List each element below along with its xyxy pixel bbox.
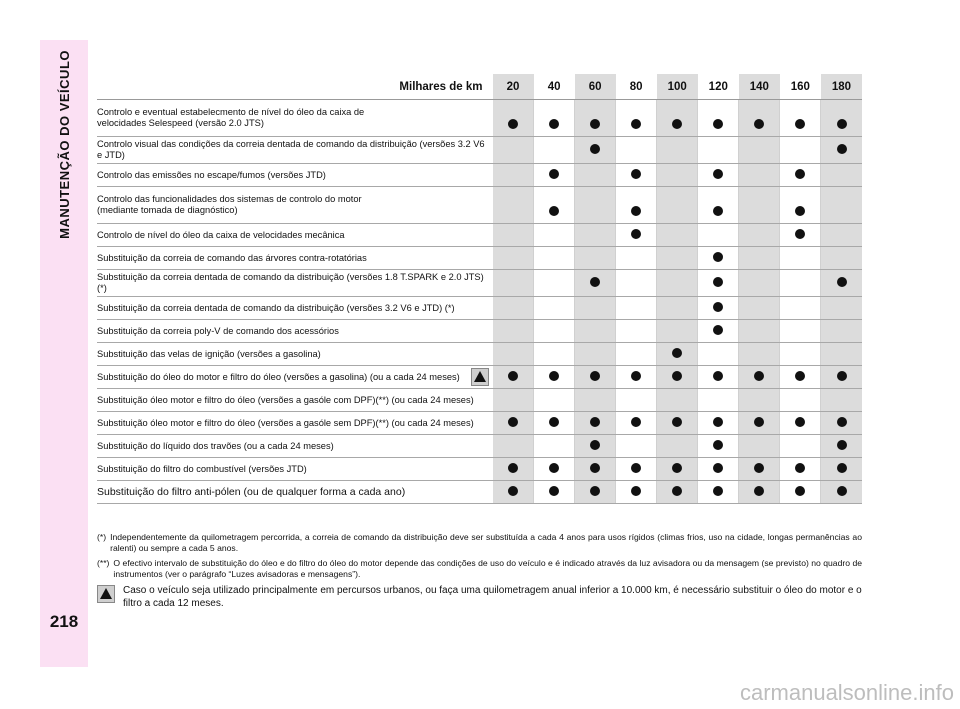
scheduled-dot-icon: [672, 463, 682, 473]
table-row: [97, 270, 862, 297]
operation-text-line: Substituição do filtro do combustível (versões JTD): [97, 463, 307, 474]
interval-cell: [575, 412, 616, 435]
interval-cell: [739, 366, 780, 389]
scheduled-dot-icon: [590, 463, 600, 473]
interval-cell: [739, 247, 780, 270]
scheduled-dot-icon: [754, 119, 764, 129]
interval-cell: [780, 320, 821, 343]
interval-cell: [698, 481, 739, 504]
interval-cell: [739, 458, 780, 481]
footnote-text: O efectivo intervalo de substituição do óleo e do filtro do óleo do motor depende das condições de uso do veículo e é indicado através da luz avisadora ou da mensagem (se previsto) no quadro de instrumentos (ver o parágrafo “Luzes avisadoras e mensagens”).: [113, 558, 862, 579]
scheduled-dot-icon: [508, 417, 518, 427]
warning-triangle-icon: [471, 368, 489, 386]
interval-cell: [821, 320, 862, 343]
scheduled-dot-icon: [754, 486, 764, 496]
footnote-text: Independentemente da quilometragem percorrida, a correia de comando da distribuição deve ser substituída a cada 4 anos para usos rígidos (climas frios, uso na cidade, longas permanências ao ralenti) ou sempre a cada 5 anos.: [110, 532, 862, 553]
scheduled-dot-icon: [508, 371, 518, 381]
interval-cell: [616, 481, 657, 504]
interval-cell: [821, 481, 862, 504]
interval-cell: [534, 320, 575, 343]
scheduled-dot-icon: [713, 277, 723, 287]
interval-cell: [698, 164, 739, 187]
scheduled-dot-icon: [631, 371, 641, 381]
scheduled-dot-icon: [508, 486, 518, 496]
interval-cell: [616, 270, 657, 297]
page-number: 218: [49, 612, 79, 631]
interval-cell: [821, 270, 862, 297]
interval-cell: [698, 366, 739, 389]
scheduled-dot-icon: [795, 486, 805, 496]
interval-cell: [493, 320, 534, 343]
interval-cell: [493, 458, 534, 481]
table-row: [97, 458, 862, 481]
scheduled-dot-icon: [837, 119, 847, 129]
maintenance-table-container: [97, 74, 862, 504]
interval-cell: [616, 164, 657, 187]
operation-text-line: Substituição do líquido dos travões (ou a cada 24 meses): [97, 440, 334, 451]
scheduled-dot-icon: [795, 229, 805, 239]
interval-cell: [616, 187, 657, 224]
interval-cell: [657, 297, 698, 320]
interval-cell: [575, 435, 616, 458]
scheduled-dot-icon: [672, 371, 682, 381]
interval-cell: [575, 100, 616, 137]
scheduled-dot-icon: [713, 169, 723, 179]
interval-cell: [616, 100, 657, 137]
operation-description: [97, 343, 493, 366]
interval-cell: [575, 458, 616, 481]
interval-cell: [657, 187, 698, 224]
interval-cell: [739, 137, 780, 164]
interval-cell: [780, 389, 821, 412]
scheduled-dot-icon: [631, 486, 641, 496]
table-row: [97, 320, 862, 343]
scheduled-dot-icon: [672, 486, 682, 496]
interval-cell: [493, 164, 534, 187]
scheduled-dot-icon: [549, 206, 559, 216]
operation-text-line: Controlo visual das condições da correia dentada de comando da distribuição (versões 3.2 V6 e JTD): [97, 139, 485, 160]
interval-cell: [780, 224, 821, 247]
interval-cell: [534, 297, 575, 320]
interval-cell: [616, 137, 657, 164]
interval-cell: [534, 366, 575, 389]
table-row: [97, 187, 862, 224]
scheduled-dot-icon: [713, 206, 723, 216]
table-row: [97, 164, 862, 187]
interval-cell: [780, 137, 821, 164]
interval-cell: [780, 343, 821, 366]
interval-cell: [821, 412, 862, 435]
table-row: [97, 224, 862, 247]
operation-text-line: Substituição do óleo do motor e filtro do óleo (versões a gasolina) (ou a cada 24 meses): [97, 371, 460, 382]
interval-cell: [616, 247, 657, 270]
operation-description: [97, 164, 493, 187]
footnote-mark: (*): [97, 532, 107, 542]
operation-description: [97, 224, 493, 247]
interval-cell: [739, 343, 780, 366]
interval-cell: [739, 297, 780, 320]
interval-cell: [739, 481, 780, 504]
interval-cell: [657, 247, 698, 270]
scheduled-dot-icon: [837, 486, 847, 496]
footnote: [97, 532, 862, 554]
scheduled-dot-icon: [837, 463, 847, 473]
scheduled-dot-icon: [631, 463, 641, 473]
interval-cell: [575, 481, 616, 504]
scheduled-dot-icon: [590, 371, 600, 381]
interval-cell: [493, 481, 534, 504]
warning-triangle-icon: [97, 585, 115, 603]
table-row: [97, 366, 862, 389]
interval-cell: [780, 366, 821, 389]
km-header-label: Milhares de km: [97, 74, 493, 100]
scheduled-dot-icon: [837, 371, 847, 381]
operation-text-line: Controlo das emissões no escape/fumos (versões JTD): [97, 169, 326, 180]
operation-description: [97, 187, 493, 224]
interval-cell: [657, 320, 698, 343]
interval-cell: [575, 164, 616, 187]
interval-cell: [780, 270, 821, 297]
km-column-header: 120: [698, 74, 739, 100]
interval-cell: [780, 412, 821, 435]
interval-cell: [698, 297, 739, 320]
scheduled-dot-icon: [837, 440, 847, 450]
operation-description: [97, 458, 493, 481]
scheduled-dot-icon: [837, 277, 847, 287]
interval-cell: [493, 187, 534, 224]
scheduled-dot-icon: [837, 144, 847, 154]
interval-cell: [698, 187, 739, 224]
km-column-header: 40: [534, 74, 575, 100]
operation-text-line: Controlo de nível do óleo da caixa de velocidades mecânica: [97, 229, 345, 240]
scheduled-dot-icon: [631, 119, 641, 129]
scheduled-dot-icon: [713, 463, 723, 473]
interval-cell: [534, 458, 575, 481]
interval-cell: [575, 389, 616, 412]
interval-cell: [616, 297, 657, 320]
interval-cell: [493, 270, 534, 297]
maintenance-schedule-table: [97, 74, 862, 504]
scheduled-dot-icon: [508, 119, 518, 129]
interval-cell: [821, 137, 862, 164]
interval-cell: [575, 137, 616, 164]
interval-cell: [821, 247, 862, 270]
interval-cell: [657, 343, 698, 366]
interval-cell: [739, 224, 780, 247]
interval-cell: [534, 343, 575, 366]
interval-cell: [575, 343, 616, 366]
interval-cell: [739, 100, 780, 137]
interval-cell: [780, 100, 821, 137]
interval-cell: [493, 366, 534, 389]
table-row: [97, 100, 862, 137]
interval-cell: [534, 412, 575, 435]
interval-cell: [616, 458, 657, 481]
scheduled-dot-icon: [590, 144, 600, 154]
table-row: [97, 481, 862, 504]
interval-cell: [534, 389, 575, 412]
km-column-header: 80: [616, 74, 657, 100]
scheduled-dot-icon: [508, 463, 518, 473]
interval-cell: [657, 412, 698, 435]
interval-cell: [780, 297, 821, 320]
operation-description: [97, 412, 493, 435]
operation-text-line: Controlo e eventual estabelecmento de nível do óleo da caixa de: [97, 107, 365, 117]
operation-text-line: Substituição da correia dentada de comando da distribuição (versões 3.2 V6 e JTD) (*): [97, 302, 455, 313]
footnote-mark: (**): [97, 558, 110, 568]
interval-cell: [534, 481, 575, 504]
interval-cell: [575, 187, 616, 224]
interval-cell: [698, 320, 739, 343]
interval-cell: [616, 320, 657, 343]
interval-cell: [616, 412, 657, 435]
interval-cell: [698, 137, 739, 164]
interval-cell: [575, 270, 616, 297]
scheduled-dot-icon: [549, 417, 559, 427]
interval-cell: [698, 412, 739, 435]
interval-cell: [821, 224, 862, 247]
footnotes: [97, 532, 862, 610]
operation-description: [97, 270, 493, 297]
section-title: [40, 40, 88, 360]
interval-cell: [657, 389, 698, 412]
interval-cell: [698, 343, 739, 366]
scheduled-dot-icon: [713, 325, 723, 335]
interval-cell: [493, 247, 534, 270]
interval-cell: [821, 435, 862, 458]
interval-cell: [739, 270, 780, 297]
scheduled-dot-icon: [713, 486, 723, 496]
scheduled-dot-icon: [795, 169, 805, 179]
scheduled-dot-icon: [549, 486, 559, 496]
operation-text-line: Substituição do filtro anti-pólen (ou de qualquer forma a cada ano): [97, 485, 406, 498]
interval-cell: [534, 187, 575, 224]
interval-cell: [821, 389, 862, 412]
table-body: [97, 100, 862, 504]
table-row: [97, 389, 862, 412]
interval-cell: [821, 343, 862, 366]
interval-cell: [575, 297, 616, 320]
operation-text-line: Substituição óleo motor e filtro do óleo (versões a gasóle com DPF)(**) (ou cada 24 meses): [97, 394, 474, 405]
table-row: [97, 412, 862, 435]
interval-cell: [780, 164, 821, 187]
interval-cell: [657, 366, 698, 389]
scheduled-dot-icon: [795, 417, 805, 427]
operation-description: [97, 100, 493, 137]
interval-cell: [534, 247, 575, 270]
scheduled-dot-icon: [590, 417, 600, 427]
interval-cell: [493, 435, 534, 458]
scheduled-dot-icon: [795, 206, 805, 216]
scheduled-dot-icon: [754, 463, 764, 473]
operation-text-line: Substituição das velas de ignição (versões a gasolina): [97, 348, 321, 359]
interval-cell: [493, 224, 534, 247]
interval-cell: [575, 247, 616, 270]
interval-cell: [780, 247, 821, 270]
watermark: carmanualsonline.info: [739, 680, 954, 705]
interval-cell: [739, 320, 780, 343]
operation-text-line: Controlo das funcionalidades dos sistemas de controlo do motor: [97, 194, 362, 204]
interval-cell: [780, 458, 821, 481]
scheduled-dot-icon: [590, 440, 600, 450]
interval-cell: [493, 100, 534, 137]
scheduled-dot-icon: [549, 119, 559, 129]
km-column-header: 60: [575, 74, 616, 100]
interval-cell: [821, 100, 862, 137]
table-row: [97, 435, 862, 458]
scheduled-dot-icon: [713, 302, 723, 312]
scheduled-dot-icon: [631, 169, 641, 179]
interval-cell: [821, 458, 862, 481]
interval-cell: [698, 458, 739, 481]
operation-description: [97, 137, 493, 164]
scheduled-dot-icon: [713, 119, 723, 129]
interval-cell: [780, 481, 821, 504]
km-column-header: 160: [780, 74, 821, 100]
scheduled-dot-icon: [754, 371, 764, 381]
scheduled-dot-icon: [672, 417, 682, 427]
scheduled-dot-icon: [713, 252, 723, 262]
interval-cell: [698, 389, 739, 412]
operation-description: [97, 366, 493, 389]
operation-text-line: Substituição óleo motor e filtro do óleo (versões a gasóle sem DPF)(**) (ou cada 24 meses): [97, 417, 474, 428]
interval-cell: [780, 187, 821, 224]
interval-cell: [534, 270, 575, 297]
interval-cell: [698, 100, 739, 137]
interval-cell: [698, 435, 739, 458]
operation-text-line: Substituição da correia de comando das árvores contra-rotatórias: [97, 252, 367, 263]
scheduled-dot-icon: [754, 417, 764, 427]
interval-cell: [575, 224, 616, 247]
interval-cell: [657, 100, 698, 137]
interval-cell: [657, 481, 698, 504]
interval-cell: [493, 343, 534, 366]
interval-cell: [534, 435, 575, 458]
scheduled-dot-icon: [590, 277, 600, 287]
interval-cell: [821, 366, 862, 389]
interval-cell: [657, 164, 698, 187]
scheduled-dot-icon: [837, 417, 847, 427]
interval-cell: [780, 435, 821, 458]
scheduled-dot-icon: [590, 119, 600, 129]
interval-cell: [534, 224, 575, 247]
interval-cell: [739, 187, 780, 224]
interval-cell: [698, 270, 739, 297]
scheduled-dot-icon: [795, 463, 805, 473]
scheduled-dot-icon: [672, 119, 682, 129]
interval-cell: [616, 435, 657, 458]
km-column-header: 140: [739, 74, 780, 100]
scheduled-dot-icon: [549, 463, 559, 473]
scheduled-dot-icon: [631, 206, 641, 216]
interval-cell: [616, 389, 657, 412]
interval-cell: [739, 412, 780, 435]
scheduled-dot-icon: [549, 371, 559, 381]
warning-note-text: Caso o veículo seja utilizado principalmente em percursos urbanos, ou faça uma quilometragem anual inferior a 10.000 km, é necessário substituir o óleo do motor e o filtro a cada 12 meses.: [123, 585, 862, 609]
scheduled-dot-icon: [549, 169, 559, 179]
operation-description: [97, 320, 493, 343]
scheduled-dot-icon: [795, 119, 805, 129]
warning-note: [97, 584, 862, 610]
operation-description: [97, 389, 493, 412]
operation-text-line: Substituição da correia dentada de comando da distribuição (versões 1.8 T.SPARK e 2.0 JTS) (*): [97, 272, 484, 293]
interval-cell: [821, 187, 862, 224]
interval-cell: [493, 389, 534, 412]
table-header-row: [97, 74, 862, 100]
km-column-header: 180: [821, 74, 862, 100]
operation-text-line: Substituição da correia poly-V de comando dos acessórios: [97, 325, 339, 336]
scheduled-dot-icon: [590, 486, 600, 496]
scheduled-dot-icon: [795, 371, 805, 381]
operation-text-line: (mediante tomada de diagnóstico): [97, 205, 238, 215]
interval-cell: [575, 366, 616, 389]
interval-cell: [698, 247, 739, 270]
footnote: [97, 558, 862, 580]
interval-cell: [657, 137, 698, 164]
operation-description: [97, 297, 493, 320]
table-row: [97, 343, 862, 366]
scheduled-dot-icon: [672, 348, 682, 358]
interval-cell: [739, 164, 780, 187]
scheduled-dot-icon: [713, 440, 723, 450]
section-title-text: MANUTENÇÃO DO VEÍCULO: [56, 50, 72, 239]
table-row: [97, 297, 862, 320]
interval-cell: [821, 297, 862, 320]
table-row: [97, 247, 862, 270]
interval-cell: [493, 297, 534, 320]
interval-cell: [493, 137, 534, 164]
km-column-header: 100: [657, 74, 698, 100]
interval-cell: [657, 458, 698, 481]
interval-cell: [534, 100, 575, 137]
km-column-header: 20: [493, 74, 534, 100]
scheduled-dot-icon: [713, 371, 723, 381]
interval-cell: [616, 366, 657, 389]
interval-cell: [534, 137, 575, 164]
operation-description: [97, 247, 493, 270]
interval-cell: [616, 343, 657, 366]
operation-text-line: velocidades Selespeed (versão 2.0 JTS): [97, 118, 264, 128]
interval-cell: [657, 270, 698, 297]
interval-cell: [657, 224, 698, 247]
interval-cell: [821, 164, 862, 187]
interval-cell: [575, 320, 616, 343]
interval-cell: [534, 164, 575, 187]
operation-description: [97, 435, 493, 458]
scheduled-dot-icon: [713, 417, 723, 427]
scheduled-dot-icon: [631, 417, 641, 427]
table-row: [97, 137, 862, 164]
interval-cell: [698, 224, 739, 247]
interval-cell: [657, 435, 698, 458]
scheduled-dot-icon: [631, 229, 641, 239]
interval-cell: [739, 389, 780, 412]
interval-cell: [739, 435, 780, 458]
operation-description: [97, 481, 493, 504]
interval-cell: [493, 412, 534, 435]
interval-cell: [616, 224, 657, 247]
